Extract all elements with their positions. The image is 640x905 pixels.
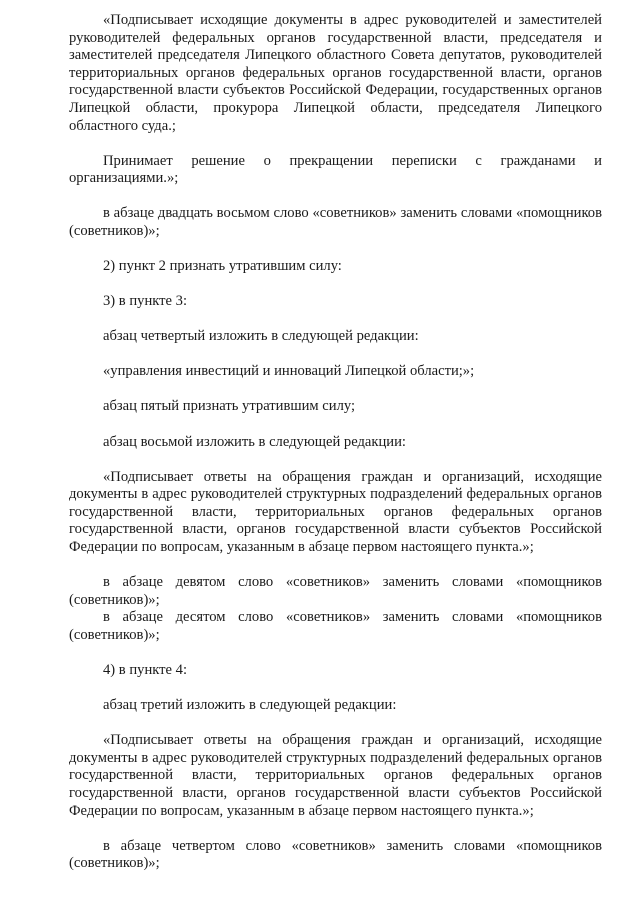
paragraph-28th-abzac: в абзаце двадцать восьмом слово «советников» заменить словами «помощников (советников)»; [69, 205, 602, 239]
paragraph-quote-signs-outgoing: «Подписывает исходящие документы в адрес руководителей и заместителей руководителей федеральных органов государственной власти, председателя и заместителей председателя Липецкого областного Совета депутатов, руководителей территориальных органов федеральных органов государственной власти, органов государственной власти субъектов Российской Федерации, государственных органов Липецкой области, прокурора Липецкой области, председателя Липецкого областного суда.; [69, 12, 602, 134]
paragraph-quote-signs-responses: «Подписывает ответы на обращения граждан и организаций, исходящие документы в адрес руководителей структурных подразделений федеральных органов государственной власти, территориальных органов федеральных органов государственной власти, органов государственной власти субъектов Российской Федерации по вопросам, указанным в абзаце первом настоящего пункта.»; [69, 468, 602, 555]
paragraph-tenth-abzac: в абзаце десятом слово «советников» заменить словами «помощников (советников)»; [69, 609, 602, 643]
paragraph-termination-correspondence: Принимает решение о прекращении переписки с гражданами и организациями.»; [69, 152, 602, 187]
paragraph-point-3: 3) в пункте 3: [103, 293, 188, 310]
document-body [69, 12, 602, 873]
paragraph-point-2: 2) пункт 2 признать утратившим силу: [103, 258, 342, 275]
paragraph-fourth-abzac: абзац четвертый изложить в следующей редакции: [103, 328, 419, 345]
paragraph-fifth-abzac: абзац пятый признать утратившим силу; [103, 398, 356, 415]
paragraph-fourth-abzac-replace: в абзаце четвертом слово «советников» заменить словами «помощников (советников)»; [69, 837, 602, 872]
paragraph-eighth-abzac: абзац восьмой изложить в следующей редакции: [103, 433, 406, 450]
paragraph-point-4: 4) в пункте 4: [103, 661, 188, 678]
paragraph-third-abzac: абзац третий изложить в следующей редакции: [103, 697, 397, 714]
paragraph-quote-signs-responses-2: «Подписывает ответы на обращения граждан и организаций, исходящие документы в адрес руководителей структурных подразделений федеральных органов государственной власти, территориальных органов федеральных органов государственной власти, органов государственной власти субъектов Российской Федерации по вопросам, указанным в абзаце первом настоящего пункта.»; [69, 732, 602, 819]
paragraph-ninth-abzac: в абзаце девятом слово «советников» заменить словами «помощников (советников)»; [69, 574, 602, 608]
paragraph-investments-department: «управления инвестиций и инноваций Липецкой области;»; [103, 363, 475, 380]
